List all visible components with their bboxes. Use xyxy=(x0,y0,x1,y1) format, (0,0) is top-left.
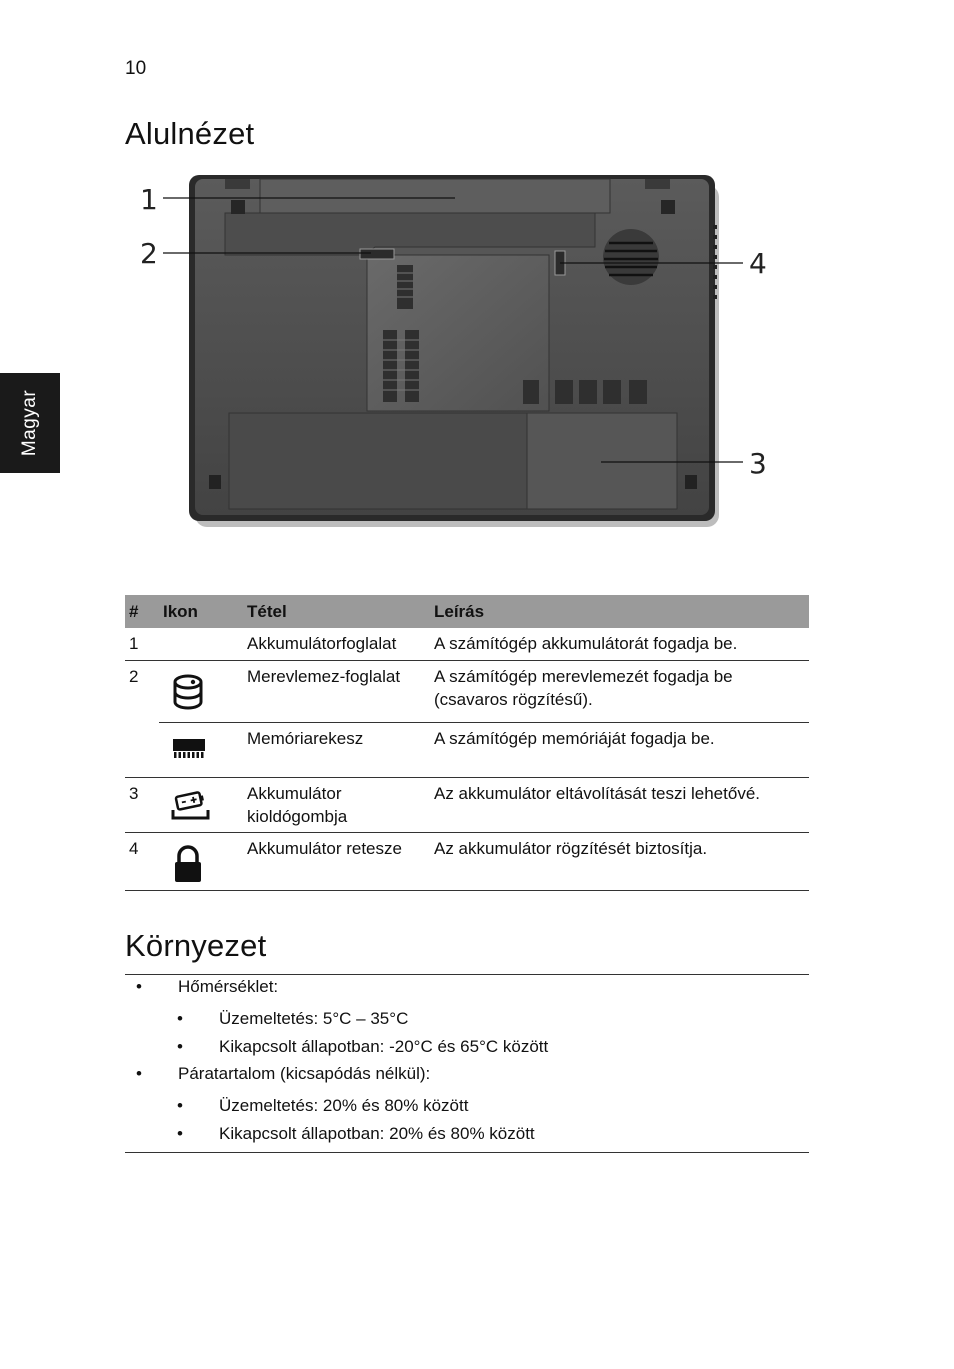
header-description: Leírás xyxy=(430,595,809,628)
table-row xyxy=(125,628,809,660)
row-item: Akkumulátor kioldógombja xyxy=(243,777,430,832)
env-item-temperature xyxy=(136,977,279,997)
row-icon xyxy=(159,777,243,832)
header-num: # xyxy=(125,595,159,628)
bullet-dot: • xyxy=(177,1037,183,1056)
header-icon: Ikon xyxy=(159,595,243,628)
bullet-dot: • xyxy=(136,977,142,996)
row-icon xyxy=(159,660,243,722)
environment-rule-bottom xyxy=(125,1152,809,1153)
row-description: A számítógép merevlemezét fogadja be (csavaros rögzítésű). xyxy=(430,660,809,722)
callout-3: 3 xyxy=(749,447,767,480)
row-description: A számítógép memóriáját fogadja be. xyxy=(430,722,809,777)
row-icon xyxy=(159,722,243,777)
table-row xyxy=(125,777,809,832)
env-subitem-label: Kikapcsolt állapotban: -20°C és 65°C között xyxy=(219,1037,549,1056)
bullet-dot: • xyxy=(177,1009,183,1028)
row-description: Az akkumulátor eltávolítását teszi lehetővé. xyxy=(430,777,809,832)
table-row xyxy=(125,660,809,722)
memory-icon xyxy=(171,735,207,761)
bullet-dot: • xyxy=(136,1064,142,1083)
env-item-humidity xyxy=(136,1064,431,1084)
env-subitem-label: Üzemeltetés: 20% és 80% között xyxy=(219,1096,469,1115)
header-item: Tétel xyxy=(243,595,430,628)
table-row xyxy=(125,832,809,890)
callout-1: 1 xyxy=(140,183,158,216)
env-subitem xyxy=(177,1037,549,1057)
row-num: 1 xyxy=(125,628,159,660)
page-number: 10 xyxy=(125,58,147,79)
side-tab-label: Magyar xyxy=(19,389,40,457)
env-subitem xyxy=(177,1096,469,1116)
laptop-bottom-figure xyxy=(125,165,805,535)
env-subitem-label: Kikapcsolt állapotban: 20% és 80% között xyxy=(219,1124,535,1143)
bullet-dot: • xyxy=(177,1124,183,1143)
table-row xyxy=(125,722,809,777)
env-item-label: Páratartalom (kicsapódás nélkül): xyxy=(178,1064,431,1083)
lock-icon xyxy=(171,845,205,885)
section-title-bottom-view: Alulnézet xyxy=(125,116,255,151)
row-item: Merevlemez-foglalat xyxy=(243,660,430,722)
bullet-dot: • xyxy=(177,1096,183,1115)
env-item-label: Hőmérséklet: xyxy=(178,977,279,996)
env-subitem xyxy=(177,1009,409,1029)
environment-rule-top xyxy=(125,974,809,975)
row-icon-empty xyxy=(159,628,243,660)
laptop-bottom-illustration xyxy=(125,165,805,535)
row-item: Akkumulátor retesze xyxy=(243,832,430,890)
row-icon xyxy=(159,832,243,890)
section-title-environment: Környezet xyxy=(125,928,267,963)
battery-release-icon xyxy=(171,790,211,822)
callout-4: 4 xyxy=(749,247,767,280)
callout-2: 2 xyxy=(140,237,158,270)
env-subitem xyxy=(177,1124,535,1144)
row-num: 3 xyxy=(125,777,159,832)
row-num: 4 xyxy=(125,832,159,890)
parts-table xyxy=(125,595,809,891)
row-description: A számítógép akkumulátorát fogadja be. xyxy=(430,628,809,660)
env-subitem-label: Üzemeltetés: 5°C – 35°C xyxy=(219,1009,409,1028)
row-item: Memóriarekesz xyxy=(243,722,430,777)
table-header-row xyxy=(125,595,809,628)
language-side-tab xyxy=(0,373,60,473)
hdd-icon xyxy=(171,673,207,711)
row-description: Az akkumulátor rögzítését biztosítja. xyxy=(430,832,809,890)
row-num: 2 xyxy=(125,660,159,777)
row-item: Akkumulátorfoglalat xyxy=(243,628,430,660)
